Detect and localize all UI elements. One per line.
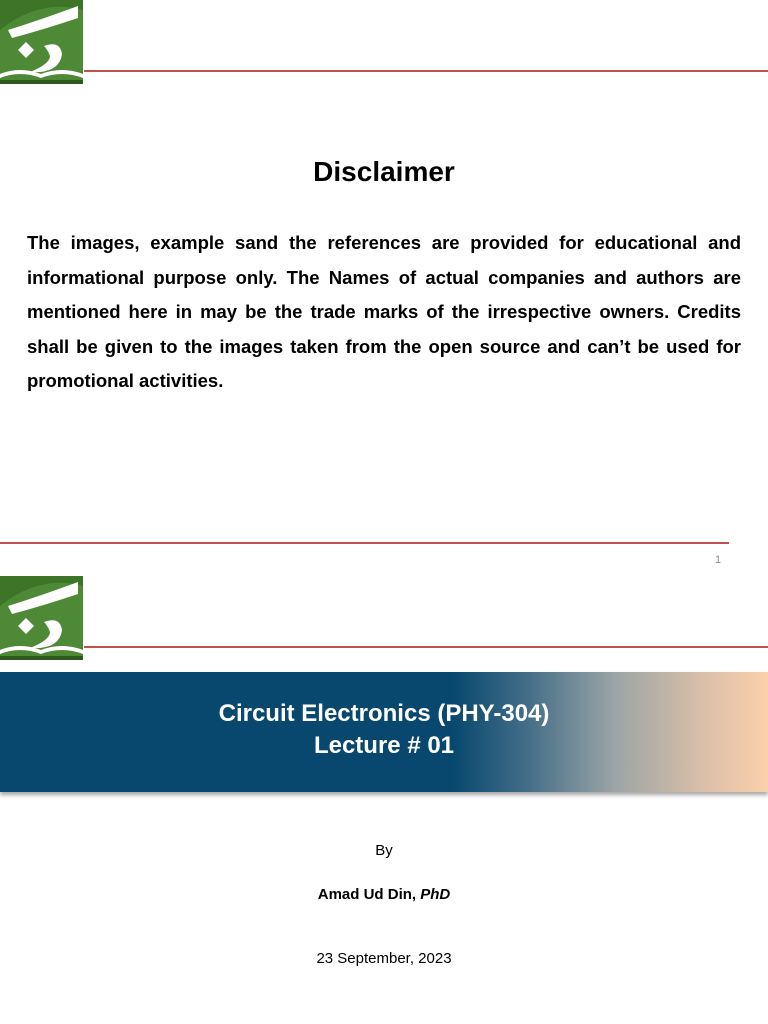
university-logo [0,576,83,660]
slide-number: 1 [714,554,722,566]
university-logo [0,0,83,84]
lecture-date: 23 September, 2023 [316,950,452,967]
header-divider [84,70,768,72]
author-name: Amad Ud Din, [317,886,417,903]
footer-divider [0,542,729,544]
slide-title: Disclaimer [313,156,455,187]
title-banner [0,672,768,792]
header-divider [84,646,768,648]
title-slide [0,576,768,1024]
disclaimer-text: The images, example sand the references are provided for educational and informational purpose only. The Names of actual companies and authors are mentioned here in may be the trade marks of the irrespective owners. Credits shall be given to the images taken from the open source and can’t be used for promotional activities. [27,232,741,392]
author-line [0,886,768,903]
course-title: Circuit Electronics (PHY-304) [218,700,550,727]
author-degree: PhD [420,886,451,903]
lecture-number: Lecture # 01 [313,732,455,759]
by-label: By [375,842,393,859]
